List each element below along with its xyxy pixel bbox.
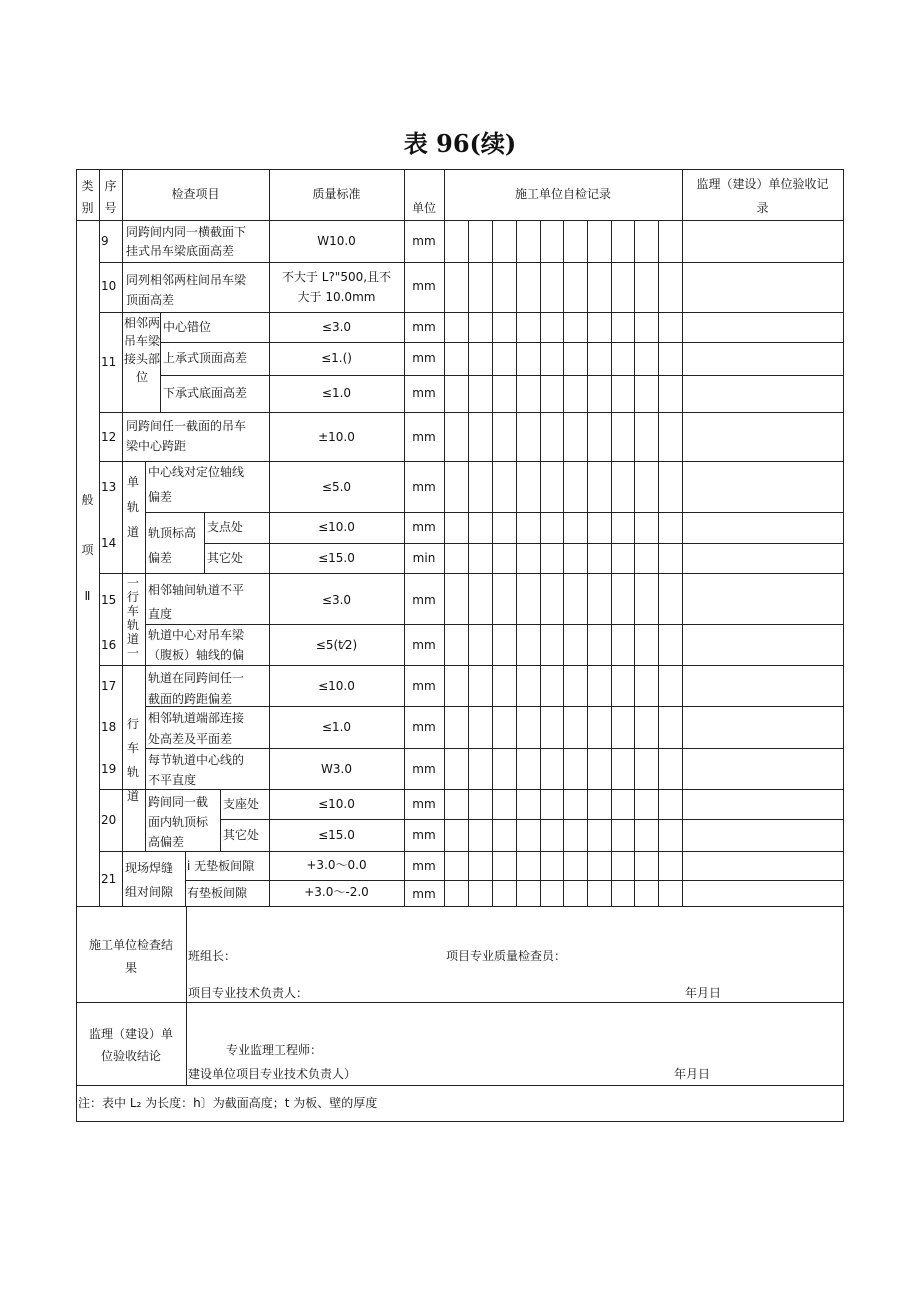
row-20-sub-1-item: 支座处 — [223, 797, 260, 811]
tech-manager-label: 项目专业技术负责人： — [188, 986, 309, 1000]
supervisor-date: 年月日 — [674, 1067, 711, 1081]
row-15-item-b: 直度 — [148, 607, 173, 621]
row-21-sub-1-item: i 无垫板间隙 — [187, 859, 255, 873]
row-11-sub-1-unit: mm — [412, 320, 436, 334]
row-10-unit: mm — [412, 279, 436, 293]
row-18-standard: ≤1.0 — [321, 720, 352, 734]
row-20-sub-2-item: 其它处 — [223, 828, 260, 842]
header-seq-a: 序 — [104, 179, 117, 193]
header-seq-b: 号 — [104, 201, 117, 215]
row-16-item-a: 轨道中心对吊车梁 — [148, 628, 245, 642]
row-19-item-a: 每节轨道中心线的 — [148, 753, 245, 767]
row-11-sub-3-item: 下承式底面高差 — [163, 386, 248, 400]
row-11-group: 相邻两吊车梁接头部位 — [124, 316, 161, 384]
row-15-standard: ≤3.0 — [321, 593, 352, 607]
owner-tech-label: 建设单位项目专业技术负责人） — [188, 1067, 357, 1081]
header-quality-standard: 质量标准 — [312, 187, 361, 201]
row-21-sub-1-unit: mm — [412, 859, 436, 873]
row-14-no: 14 — [101, 536, 117, 550]
row-11-no: 11 — [101, 355, 117, 369]
row-20-sub-1-unit: mm — [412, 797, 436, 811]
row-17-item-a: 轨道在同跨间任一 — [148, 671, 245, 685]
row-19-standard: W3.0 — [321, 762, 352, 776]
row-21-item-a: 现场焊缝 — [125, 861, 174, 875]
row-20-item-c: 高偏差 — [148, 835, 185, 849]
row-10-standard-b: 大于 10.0mm — [297, 290, 376, 304]
supervisor-conclusion-label-a: 监理（建设）单 — [88, 1027, 173, 1041]
row-9-standard: W10.0 — [317, 234, 356, 248]
row-11-sub-2-item: 上承式顶面高差 — [163, 351, 248, 365]
category-char-3: Ⅱ — [84, 589, 91, 603]
row-19-no: 19 — [101, 762, 117, 776]
row-20-sub-2-standard: ≤15.0 — [318, 828, 355, 842]
row-14-item-b: 偏差 — [148, 551, 173, 565]
category-char-2: 项 — [81, 543, 94, 557]
row-10-standard-a: 不大于 L?"500,且不 — [281, 270, 392, 284]
row-12-unit: mm — [412, 430, 436, 444]
row-17-standard: ≤10.0 — [318, 679, 355, 693]
header-check-item: 检查项目 — [171, 187, 220, 201]
row-20-no: 20 — [101, 813, 117, 827]
row-11-sub-3-standard: ≤1.0 — [321, 386, 352, 400]
row-13-standard: ≤5.0 — [321, 480, 352, 494]
row-17-item-b: 截面的跨距偏差 — [148, 692, 233, 706]
group-crane-rail-top: 一行车轨道一 — [126, 576, 139, 660]
construction-date: 年月日 — [685, 986, 722, 1000]
row-14-sub-2-unit: min — [412, 551, 436, 565]
row-12-item-a: 同跨间任一截面的吊车 — [126, 419, 247, 433]
row-14-sub-2-standard: ≤15.0 — [318, 551, 355, 565]
supervisor-conclusion-label-b: 位验收结论 — [100, 1049, 161, 1063]
row-18-no: 18 — [101, 720, 117, 734]
row-12-no: 12 — [101, 430, 117, 444]
row-17-no: 17 — [101, 679, 117, 693]
row-20-item-a: 跨间同一截 — [148, 795, 209, 809]
row-16-unit: mm — [412, 638, 436, 652]
row-14-item-a: 轨顶标高 — [148, 526, 197, 540]
row-16-item-b: （腹板）轴线的偏 — [148, 648, 245, 662]
row-9-no: 9 — [101, 234, 109, 248]
row-11-sub-3-unit: mm — [412, 386, 436, 400]
row-13-no: 13 — [101, 480, 117, 494]
row-21-item-b: 组对间隙 — [125, 885, 174, 899]
row-18-unit: mm — [412, 720, 436, 734]
header-unit: 单位 — [411, 201, 436, 215]
row-19-item-b: 不平直度 — [148, 773, 197, 787]
row-21-no: 21 — [101, 872, 117, 886]
header-supervisor-b: 录 — [756, 201, 769, 215]
row-20-item-b: 面内轨顶标 — [148, 815, 209, 829]
supervisor-engineer-label: 专业监理工程师： — [226, 1043, 323, 1057]
row-11-sub-1-item: 中心错位 — [163, 320, 212, 334]
row-18-item-b: 处高差及平面差 — [148, 732, 233, 746]
row-14-sub-1-standard: ≤10.0 — [318, 520, 355, 534]
group-single-rail: 单轨道 — [126, 475, 139, 539]
row-10-item-a: 同列相邻两柱间吊车梁 — [126, 273, 247, 287]
construction-check-label-a: 施工单位检查结 — [88, 938, 173, 952]
row-17-unit: mm — [412, 679, 436, 693]
row-21-sub-1-standard: +3.0～0.0 — [306, 858, 367, 872]
row-14-sub-2-item: 其它处 — [207, 551, 244, 565]
header-self-check: 施工单位自检记录 — [514, 187, 611, 201]
row-11-sub-2-standard: ≤1.() — [321, 351, 352, 365]
table-note: 注：表中 L₂ 为长度：h〕为截面高度；t 为板、壁的厚度 — [78, 1096, 378, 1110]
row-13-item-a: 中心线对定位轴线 — [148, 465, 245, 479]
row-19-unit: mm — [412, 762, 436, 776]
page-title: 表 96(续) — [403, 129, 517, 158]
row-15-item-a: 相邻轴间轨道不平 — [148, 583, 245, 597]
row-21-sub-2-standard: +3.0～-2.0 — [304, 885, 369, 899]
row-15-unit: mm — [412, 593, 436, 607]
group-crane-rail: 行车轨道 — [126, 717, 139, 803]
row-16-standard: ≤5(t⁄2) — [315, 638, 358, 652]
row-11-sub-1-standard: ≤3.0 — [321, 320, 352, 334]
row-9-item-b: 挂式吊车梁底面高差 — [126, 244, 235, 258]
row-21-sub-2-item: 有垫板间隙 — [187, 886, 248, 900]
row-12-item-b: 梁中心跨距 — [126, 439, 187, 453]
row-13-item-b: 偏差 — [148, 490, 173, 504]
row-9-item-a: 同跨间内同一横截面下 — [126, 225, 247, 239]
row-18-item-a: 相邻轨道端部连接 — [148, 711, 245, 725]
row-21-sub-2-unit: mm — [412, 887, 436, 901]
row-20-sub-1-standard: ≤10.0 — [318, 797, 355, 811]
header-supervisor-a: 监理（建设）单位验收记 — [696, 177, 829, 191]
row-13-unit: mm — [412, 480, 436, 494]
category-char-1: 般 — [81, 493, 94, 507]
row-12-standard: ±10.0 — [318, 430, 355, 444]
row-14-sub-1-unit: mm — [412, 520, 436, 534]
team-leader-label: 班组长： — [188, 949, 237, 963]
construction-check-label-b: 果 — [124, 961, 137, 975]
quality-inspector-label: 项目专业质量检查员： — [446, 949, 567, 963]
row-14-sub-1-item: 支点处 — [207, 520, 244, 534]
row-11-sub-2-unit: mm — [412, 351, 436, 365]
row-20-sub-2-unit: mm — [412, 828, 436, 842]
row-10-no: 10 — [101, 279, 117, 293]
row-9-unit: mm — [412, 234, 436, 248]
row-16-no: 16 — [101, 638, 117, 652]
row-15-no: 15 — [101, 593, 117, 607]
header-category-b: 别 — [81, 201, 94, 215]
row-10-item-b: 顶面高差 — [126, 293, 175, 307]
header-category-a: 类 — [81, 179, 94, 193]
